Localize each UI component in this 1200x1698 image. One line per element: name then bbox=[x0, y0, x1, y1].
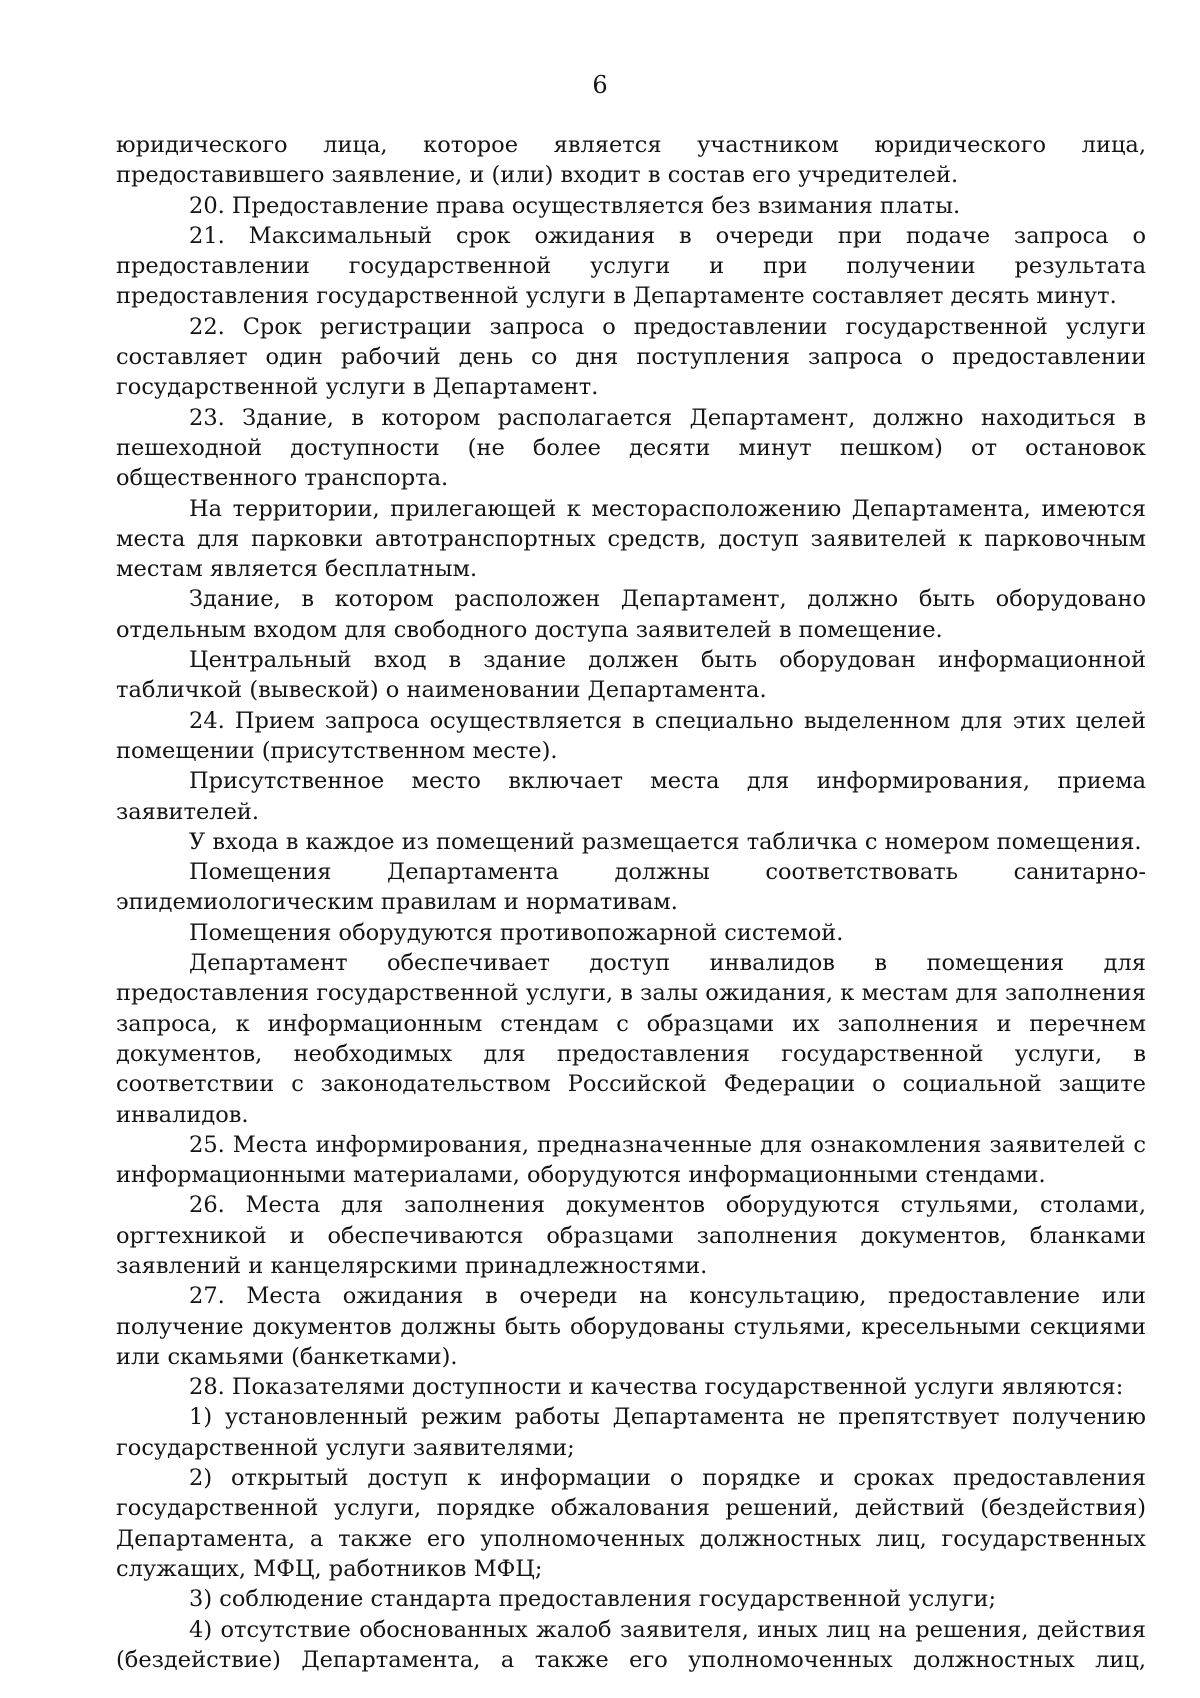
paragraph-sanitary: Помещения Департамента должны соответствовать санитарно-эпидемиологическим правилам и нормативам. bbox=[116, 859, 1146, 916]
paragraph-room-plate: У входа в каждое из помещений размещается табличка с номером помещения. bbox=[189, 828, 1142, 855]
paragraph-item-23: 23. Здание, в котором располагается Департамент, должно находиться в пешеходной доступности (не более десяти минут пешком) от остановок общественного транспорта. bbox=[116, 404, 1146, 492]
paragraph-item-22: 22. Срок регистрации запроса о предоставлении государственной услуги составляет один рабочий день со дня поступления запроса о предоставлении государственной услуги в Департамент. bbox=[116, 313, 1146, 401]
list-item-3: 3) соблюдение стандарта предоставления государственной услуги; bbox=[189, 1586, 997, 1613]
paragraph-item-24: 24. Прием запроса осуществляется в специально выделенном для этих целей помещении (присутственном месте). bbox=[116, 707, 1146, 764]
paragraph-signboard: Центральный вход в здание должен быть оборудован информационной табличкой (вывеской) о наименовании Департамента. bbox=[116, 647, 1146, 704]
paragraph-continuation: юридического лица, которое является участником юридического лица, предоставившего заявление, и (или) входит в состав его учредителей. bbox=[116, 132, 1146, 189]
paragraph-item-21: 21. Максимальный срок ожидания в очереди при подаче запроса о предоставлении государственной услуги и при получении результата предоставления государственной услуги в Департаменте составляет десять минут. bbox=[116, 222, 1146, 310]
document-body bbox=[116, 130, 1146, 1675]
page-number: 6 bbox=[592, 71, 608, 99]
paragraph-fire-system: Помещения оборудуются противопожарной системой. bbox=[189, 919, 844, 946]
paragraph-item-25: 25. Места информирования, предназначенные для ознакомления заявителей с информационными материалами, оборудуются информационными стендами. bbox=[116, 1131, 1146, 1189]
paragraph-entrance: Здание, в котором расположен Департамент, должно быть оборудовано отдельным входом для свободного доступа заявителей в помещение. bbox=[116, 586, 1146, 643]
paragraph-item-28: 28. Показателями доступности и качества государственной услуги являются: bbox=[189, 1374, 1124, 1401]
paragraph-item-26: 26. Места для заполнения документов оборудуются стульями, столами, оргтехникой и обеспечиваются образцами заполнения документов, бланками заявлений и канцелярскими принадлежностями. bbox=[116, 1192, 1146, 1279]
paragraph-item-27: 27. Места ожидания в очереди на консультацию, предоставление или получение документов должны быть оборудованы стульями, кресельными секциями или скамьями (банкетками). bbox=[116, 1283, 1146, 1370]
paragraph-reception-place: Присутственное место включает места для информирования, приема заявителей. bbox=[116, 768, 1146, 825]
paragraph-disabled-access: Департамент обеспечивает доступ инвалидов в помещения для предоставления государственной услуги, в залы ожидания, к местам для заполнения запроса, к информационным стендам с образцами их заполнения и перечнем документов, необходимых для предоставления государственной услуги, в соответствии с законодательством Российской Федерации о социальной защите инвалидов. bbox=[116, 950, 1146, 1128]
list-item-2: 2) открытый доступ к информации о порядке и сроках предоставления государственной услуги, порядке обжалования решений, действий (бездействия) Департамента, а также его уполномоченных должностных лиц, государственных служащих, МФЦ, работников МФЦ; bbox=[116, 1465, 1146, 1582]
paragraph-parking: На территории, прилегающей к месторасположению Департамента, имеются места для парковки автотранспортных средств, доступ заявителей к парковочным местам является бесплатным. bbox=[116, 495, 1146, 583]
list-item-4: 4) отсутствие обоснованных жалоб заявителя, иных лиц на решения, действия (бездействие) Департамента, а также его уполномоченных должностных лиц, bbox=[116, 1616, 1146, 1673]
list-item-1: 1) установленный режим работы Департамента не препятствует получению государственной услуги заявителями; bbox=[116, 1404, 1146, 1461]
paragraph-item-20: 20. Предоставление права осуществляется без взимания платы. bbox=[189, 192, 961, 219]
